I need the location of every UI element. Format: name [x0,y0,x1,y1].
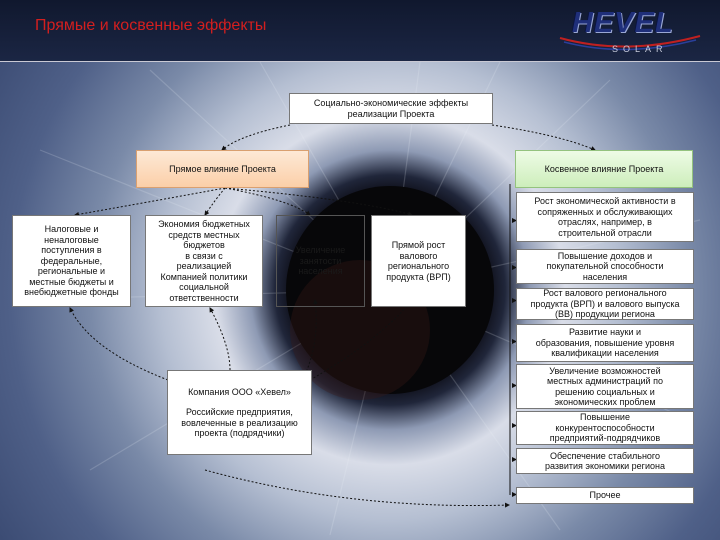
page-title: Прямые и косвенные эффекты [35,17,267,34]
direct-impact-box: Прямое влияние Проекта [136,150,309,188]
indirect-effect-item: Обеспечение стабильного развития экономики региона [516,448,694,474]
budget-savings-box: Экономия бюджетных средств местных бюджетов в связи с реализацией Компанией политики социальной ответственности [145,215,263,307]
logo-subtext: SOLAR [612,44,668,54]
indirect-effect-item: Рост валового регионального продукта (ВРП) и валового выпуска (ВВ) продукции региона [516,288,694,320]
employment-box: Увеличение занятости населения [276,215,365,307]
indirect-effect-item: Прочее [516,487,694,504]
indirect-effect-item: Развитие науки и образования, повышение уровня квалификации населения [516,324,694,362]
company-box [167,370,312,455]
grp-growth-box: Прямой рост валового регионального продукта (ВРП) [371,215,466,307]
indirect-effect-item: Рост экономической активности в сопряженных и обслуживающих отраслях, например, в строительной отрасли [516,192,694,242]
company-name: Компания ООО «Хевел» [188,386,291,397]
root-effects-box: Социально-экономические эффекты реализации Проекта [289,93,493,124]
indirect-impact-box: Косвенное влияние Проекта [515,150,693,188]
indirect-effect-item: Повышение доходов и покупательной способности населения [516,249,694,284]
logo-text: HEVEL [572,7,674,39]
contractors-text: Российские предприятия, вовлеченные в реализацию проекта (подрядчики) [181,407,298,438]
tax-revenue-box: Налоговые и неналоговые поступления в федеральные, региональные и местные бюджеты и внебюджетные фонды [12,215,131,307]
indirect-effect-item: Увеличение возможностей местных администраций по решению социальных и экономических проблем [516,364,694,409]
indirect-effect-item: Повышение конкурентоспособности предприятий-подрядчиков [516,411,694,445]
